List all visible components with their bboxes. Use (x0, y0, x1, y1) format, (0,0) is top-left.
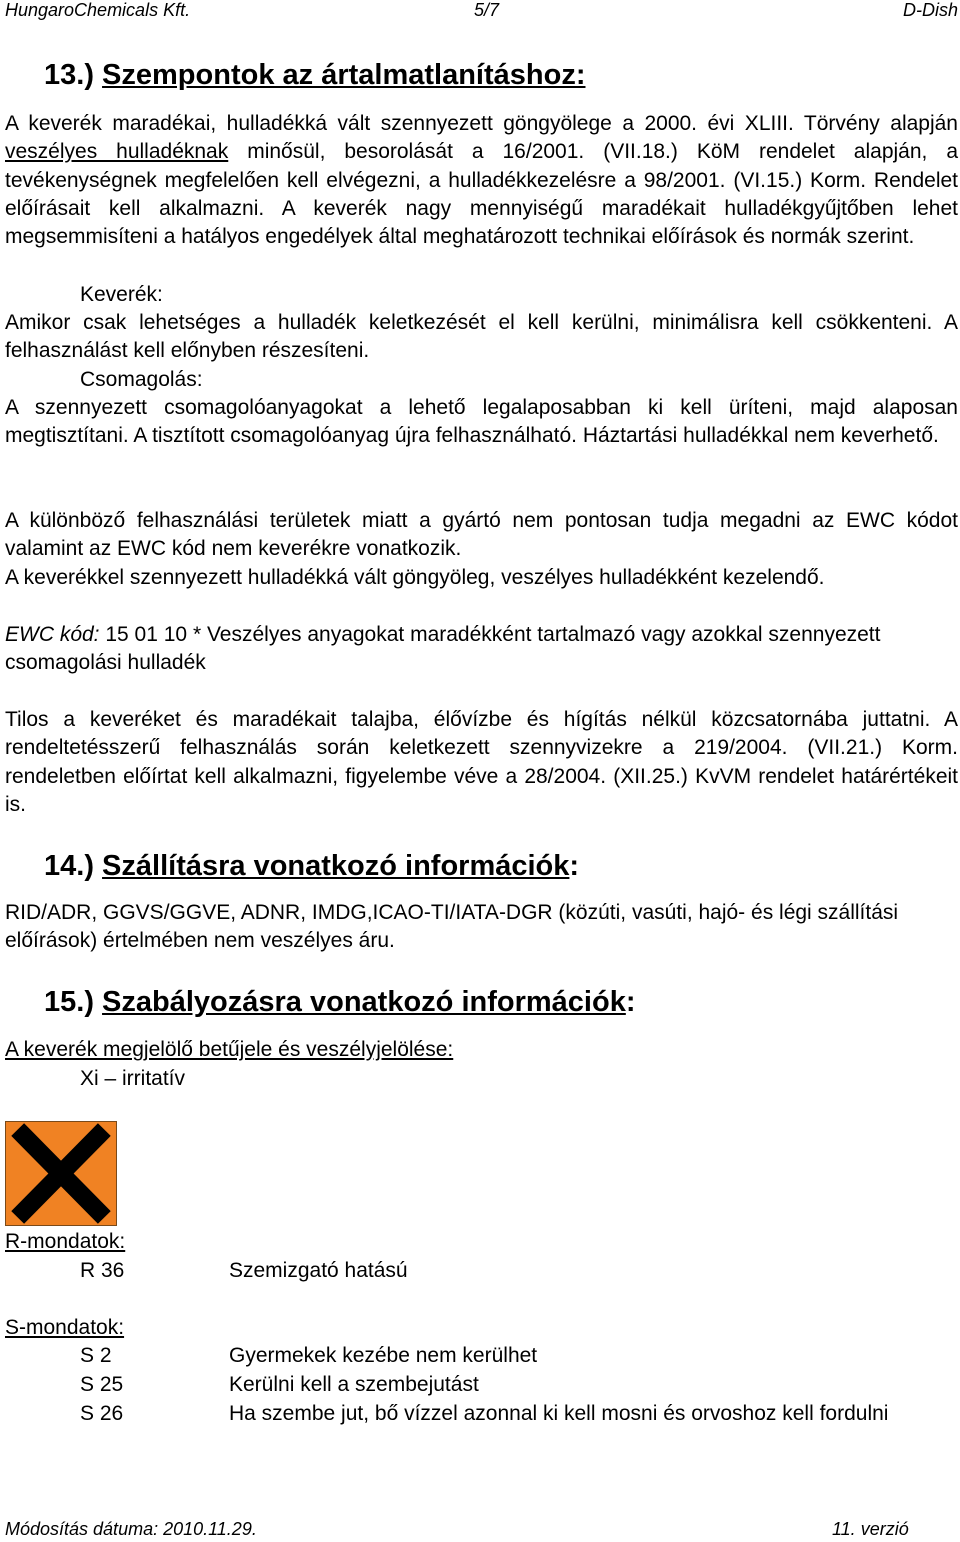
s-phrase-text: Gyermekek kezébe nem kerülhet (229, 1344, 538, 1367)
section-14-number: 14.) (44, 850, 94, 882)
disposal-prohibition: Tilos a keveréket és maradékait talajba, élővízbe és hígítás nélkül közcsatornába juttatni. A rendeltetésszerű felhasználás során keletkezett szennyvizekre a 219/2004. (VII.21.) Korm. rendeletben előírtat kell alkalmazni, figyelembe véve a 28/2004. (XII.25.) KvVM rendelet határértékeit is. (5, 708, 958, 816)
ewc-explanation: A különböző felhasználási területek miatt a gyártó nem pontosan tudja megadni az EWC kódot valamint az EWC kód nem keverékre vonatkozik. (5, 509, 958, 561)
r-phrase-text: Szemizgató hatású (229, 1259, 408, 1282)
s-phrase-text: Kerülni kell a szembejutást (229, 1373, 479, 1396)
section-15-heading (44, 985, 636, 1019)
s-phrase-code: S 26 (80, 1402, 124, 1425)
section-15-colon: : (625, 986, 636, 1018)
hazard-label-heading: A keverék megjelölő betűjele és veszélyjelölése: (5, 1038, 454, 1061)
header-page-number: 5/7 (474, 0, 500, 20)
ewc-label: EWC kód: (5, 623, 100, 646)
r-phrase-code: R 36 (80, 1259, 125, 1282)
r-phrases-label: R-mondatok: (5, 1230, 126, 1253)
footer-version: 11. verzió (832, 1519, 909, 1539)
hazard-cross-svg (6, 1122, 116, 1225)
keverek-text: Amikor csak lehetséges a hulladék keletkezését el kell kerülni, minimálisra kell csökkenteni. A felhasználást kell előnyben részesíteni. (5, 311, 958, 363)
csomagolas-label: Csomagolás: (80, 368, 203, 391)
hazard-symbol-text: Xi – irritatív (80, 1067, 186, 1090)
transport-info: RID/ADR, GGVS/GGVE, ADNR, IMDG,ICAO-TI/IATA-DGR (közúti, vasúti, hajó- és légi szállítási előírások) értelmében nem veszélyes áru. (5, 901, 899, 953)
section-14-heading (44, 849, 579, 883)
page-footer (5, 1519, 958, 1541)
section-14-colon: : (569, 850, 580, 882)
hazardous-waste-term: veszélyes hulladéknak (5, 140, 229, 164)
footer-revision-date: Módosítás dátuma: 2010.11.29. (5, 1519, 257, 1539)
section-13-paragraph-1 (5, 110, 958, 251)
s-phrases-label: S-mondatok: (5, 1316, 125, 1339)
section-13-number: 13.) (44, 59, 94, 91)
section-15-title: Szabályozásra vonatkozó információk (102, 986, 626, 1018)
section-13-title: Szempontok az ártalmatlanításhoz: (102, 59, 586, 91)
paragraph-text: A keverék maradékai, hulladékká vált szennyezett göngyölege a 2000. évi XLIII. Törvény alapján (5, 112, 958, 135)
ewc-code-line (5, 621, 958, 678)
keverek-label: Keverék: (80, 283, 163, 306)
header-product: D-Dish (902, 0, 958, 20)
contaminated-packaging-note: A keverékkel szennyezett hulladékká vált göngyöleg, veszélyes hulladékként kezelendő. (5, 566, 825, 589)
paragraph-text: minősül, besorolását a 16/2001. (VII.18.) KöM rendelet alapján, a tevékenységnek megfelelően kell elvégezni, a hulladékkezelésre a 98/2001. (VI.15.) Korm. Rendelet előírásait kell alkalmazni. A keverék nagy mennyiségű maradékait hulladékgyűjtőben lehet megsemmisíteni a hatályos engedélyek által meghatározott technikai előírások és normák szerint. (5, 140, 959, 249)
s-phrase-code: S 2 (80, 1344, 112, 1367)
section-15-number: 15.) (44, 986, 94, 1018)
s-phrase-code: S 25 (80, 1373, 124, 1396)
ewc-text: 15 01 10 * Veszélyes anyagokat maradékként tartalmazó vagy azokkal szennyezett csomagolási hulladék (5, 623, 881, 675)
section-14-title: Szállításra vonatkozó információk (102, 850, 570, 882)
s-phrase-text: Ha szembe jut, bő vízzel azonnal ki kell mosni és orvoshoz kell fordulni (229, 1402, 889, 1425)
section-13-heading (44, 58, 585, 92)
csomagolas-text: A szennyezett csomagolóanyagokat a lehető legalaposabban ki kell üríteni, majd alaposan megtisztítani. A tisztított csomagolóanyag újra felhasználható. Háztartási hulladékkal nem keverhető. (5, 396, 958, 448)
hazard-cross-icon (5, 1121, 117, 1226)
header-company: HungaroChemicals Kft. (5, 0, 191, 20)
page-header (5, 0, 958, 22)
